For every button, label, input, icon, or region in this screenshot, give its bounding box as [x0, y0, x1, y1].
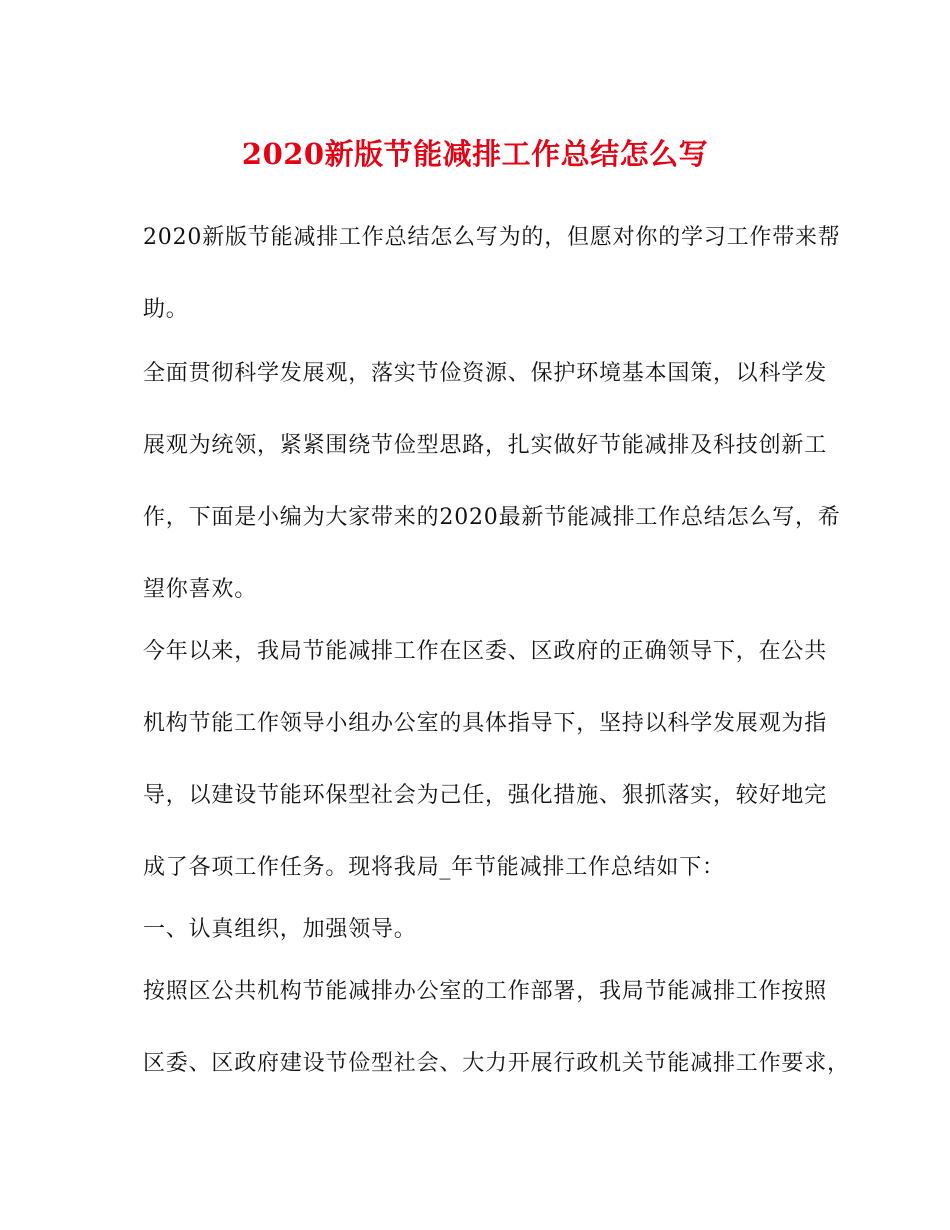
body-line-6: 望你喜欢。: [143, 577, 258, 602]
body-line-2: 助。: [143, 297, 189, 322]
body-line-7: 今年以来，我局节能减排工作在区委、区政府的正确领导下，在公共: [143, 639, 828, 664]
body-line-13: 区委、区政府建设节俭型社会、大力开展行政机关节能减排工作要求，: [143, 1051, 850, 1076]
document-title: 2020新版节能减排工作总结怎么写: [241, 137, 709, 171]
body-line-8: 机构节能工作领导小组办公室的具体指导下，坚持以科学发展观为指: [143, 711, 828, 736]
body-line-12: 按照区公共机构节能减排办公室的工作部署，我局节能减排工作按照: [143, 979, 828, 1004]
body-line-10: 成了各项工作任务。现将我局_年节能减排工作总结如下：: [143, 855, 725, 880]
body-line-5: 作，下面是小编为大家带来的2020最新节能减排工作总结怎么写，希: [143, 505, 841, 530]
body-line-1: 2020新版节能减排工作总结怎么写为的，但愿对你的学习工作带来帮: [143, 225, 841, 250]
body-line-4: 展观为统领，紧紧围绕节俭型思路，扎实做好节能减排及科技创新工: [143, 433, 828, 458]
body-line-11: 一、认真组织，加强领导。: [143, 917, 417, 942]
body-line-9: 导，以建设节能环保型社会为己任，强化措施、狠抓落实，较好地完: [143, 783, 828, 808]
body-line-3: 全面贯彻科学发展观，落实节俭资源、保护环境基本国策，以科学发: [143, 361, 828, 386]
